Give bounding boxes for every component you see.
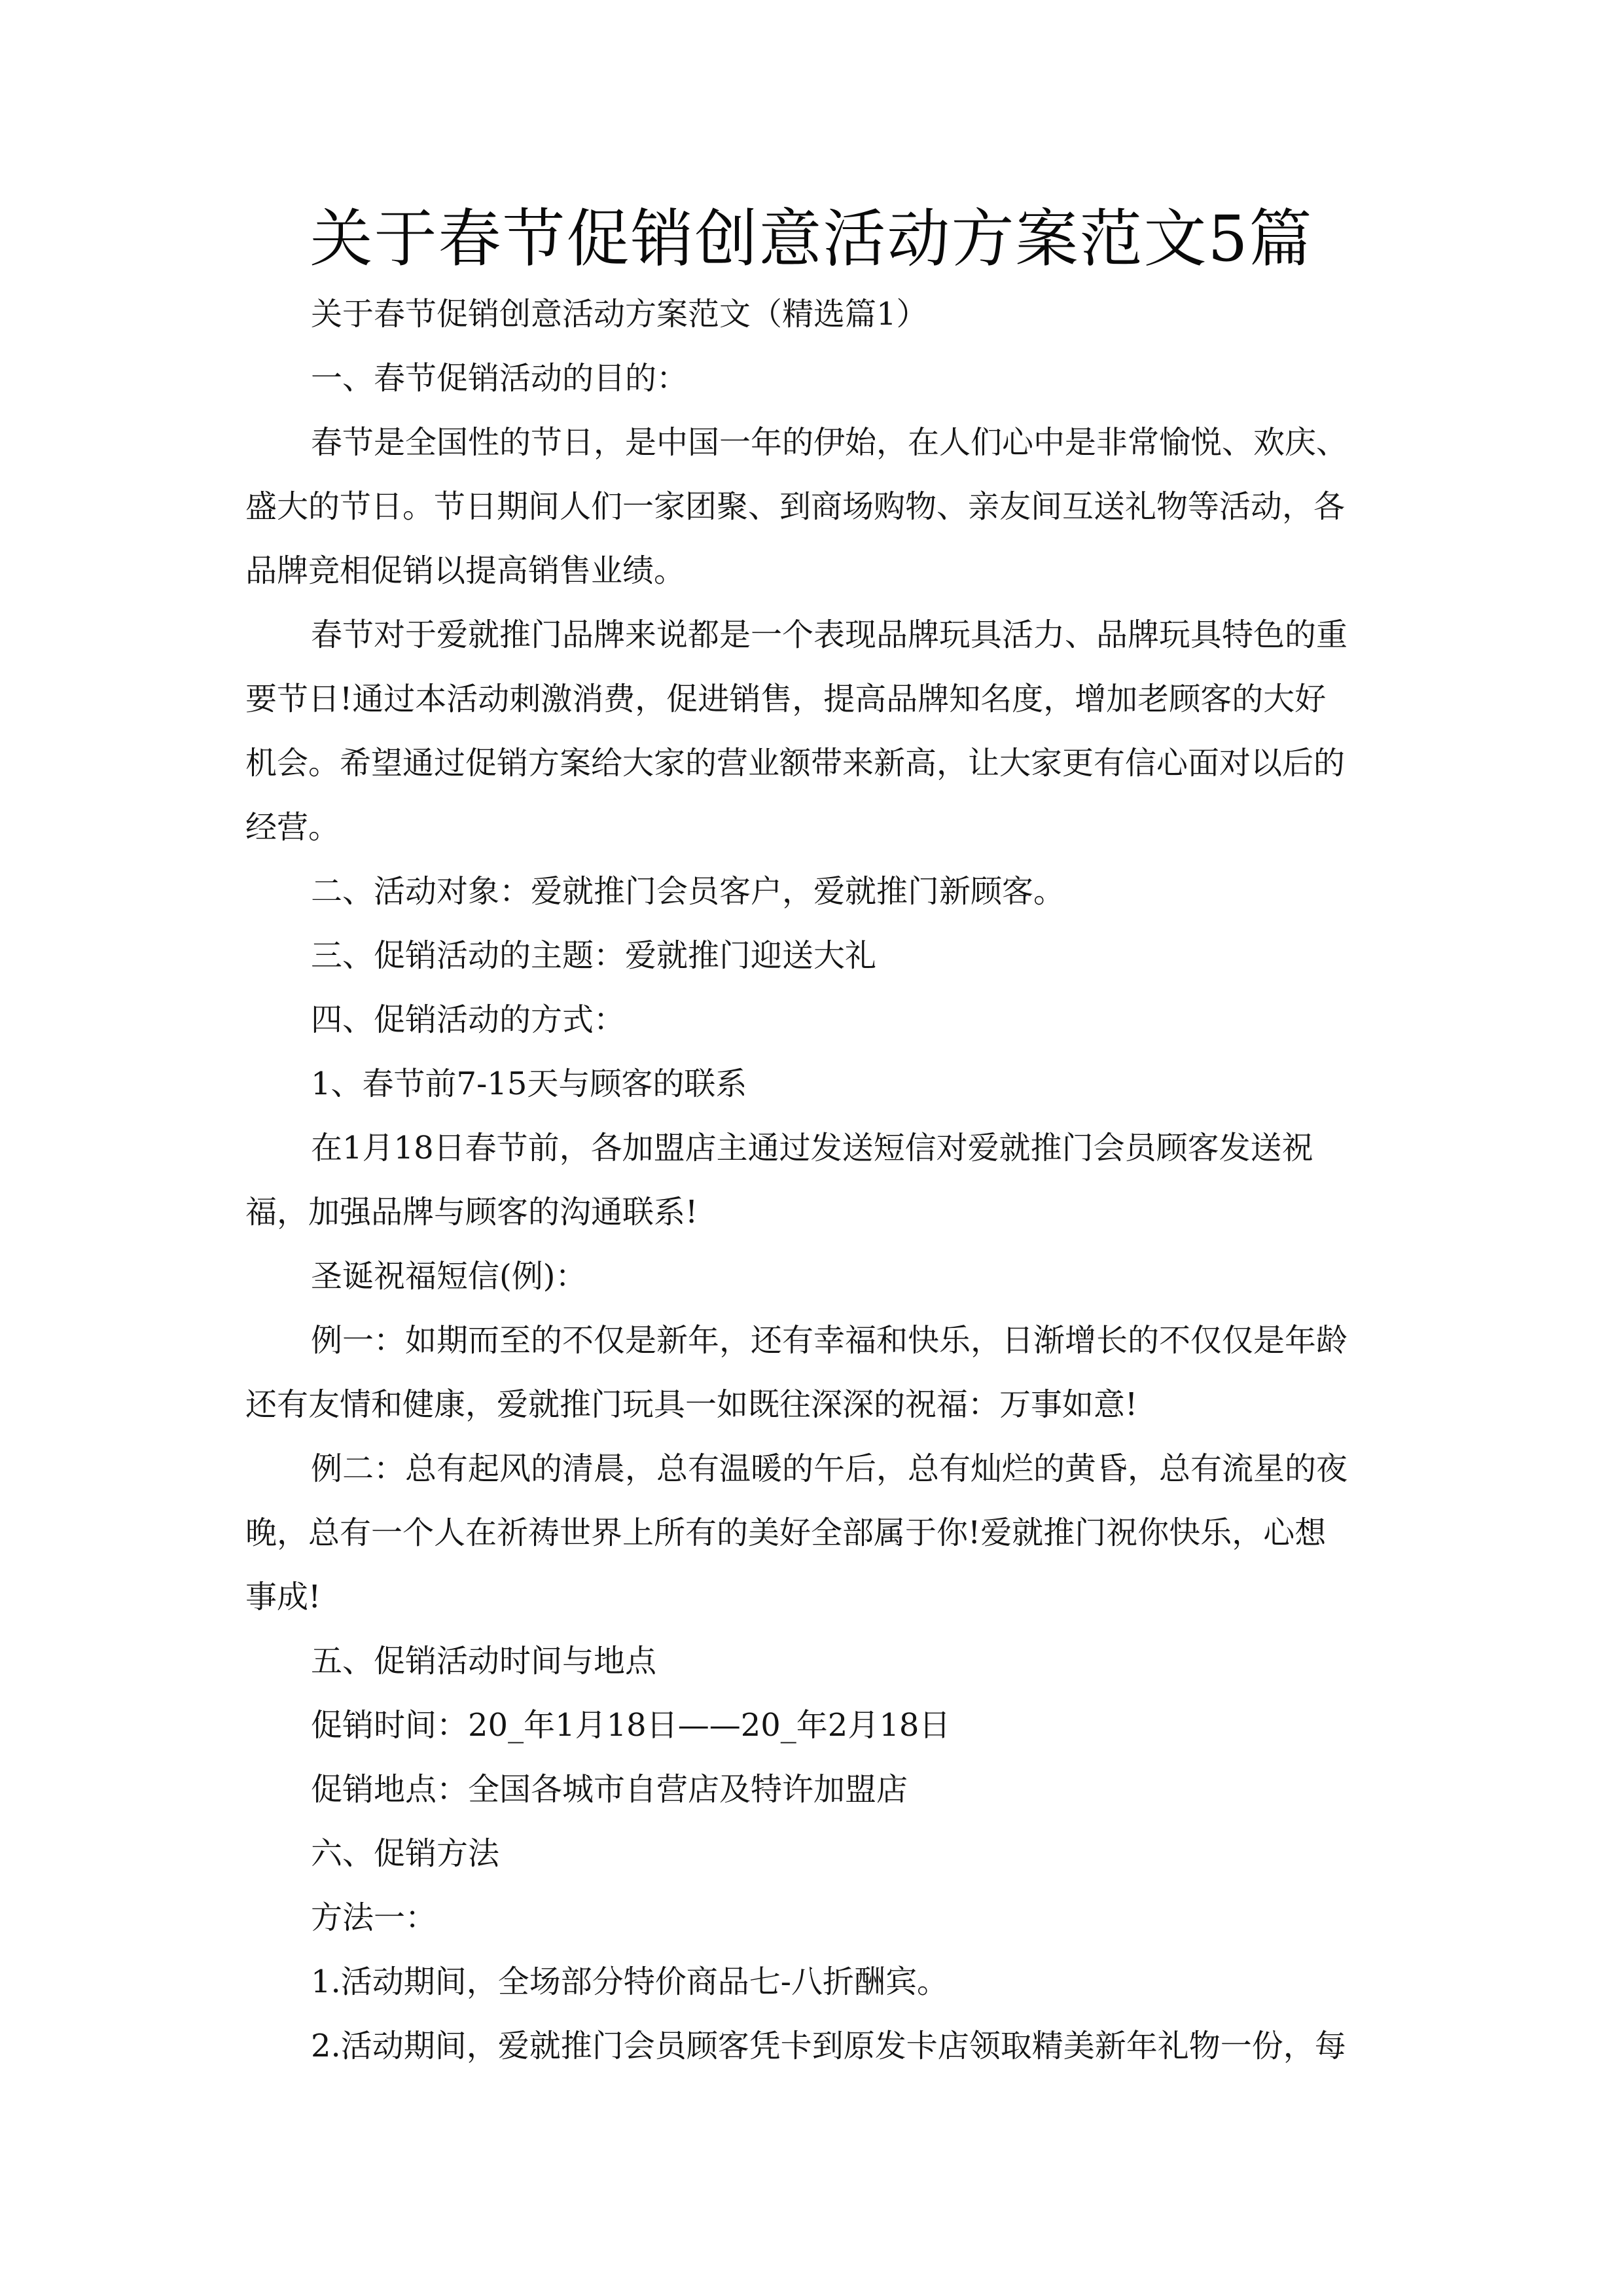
paragraph-line: 春节是全国性的节日，是中国一年的伊始，在人们心中是非常愉悦、欢庆、 — [311, 424, 1348, 461]
subsection-heading: 方法一： — [311, 1899, 437, 1936]
section-heading: 一、春节促销活动的目的： — [311, 360, 688, 397]
section-heading: 二、活动对象：爱就推门会员客户，爱就推门新顾客。 — [311, 873, 1065, 910]
list-item: 1.活动期间，全场部分特价商品七-八折酬宾。 — [311, 1964, 949, 2000]
paragraph-line: 春节对于爱就推门品牌来说都是一个表现品牌玩具活力、品牌玩具特色的重 — [311, 617, 1348, 653]
section-heading: 四、促销活动的方式： — [311, 1001, 626, 1038]
subsection-heading: 1、春节前7-15天与顾客的联系 — [311, 1066, 747, 1102]
paragraph-line: 例一：如期而至的不仅是新年，还有幸福和快乐，日渐增长的不仅仅是年龄 — [311, 1322, 1348, 1359]
paragraph-line: 品牌竞相促销以提高销售业绩。 — [245, 552, 686, 589]
paragraph-line: 晚，总有一个人在祈祷世界上所有的美好全部属于你!爱就推门祝你快乐，心想 — [245, 1515, 1327, 1551]
paragraph-line: 机会。希望通过促销方案给大家的营业额带来新高，让大家更有信心面对以后的 — [245, 745, 1346, 781]
paragraph-line: 事成! — [245, 1579, 321, 1615]
paragraph-line: 要节日!通过本活动刺激消费，促进销售，提高品牌知名度，增加老顾客的大好 — [245, 681, 1327, 717]
paragraph-line: 在1月18日春节前，各加盟店主通过发送短信对爱就推门会员顾客发送祝 — [311, 1130, 1313, 1166]
paragraph-line: 经营。 — [245, 809, 340, 846]
paragraph-line: 福，加强品牌与顾客的沟通联系! — [245, 1194, 698, 1230]
paragraph-line: 盛大的节日。节日期间人们一家团聚、到商场购物、亲友间互送礼物等活动，各 — [245, 488, 1346, 525]
section-heading: 关于春节促销创意活动方案范文（精选篇1） — [311, 296, 928, 332]
section-heading: 三、促销活动的主题：爱就推门迎送大礼 — [311, 937, 877, 974]
paragraph-line: 例二：总有起风的清晨，总有温暖的午后，总有灿烂的黄昏，总有流星的夜 — [311, 1450, 1348, 1487]
paragraph-line: 还有友情和健康，爱就推门玩具一如既往深深的祝福：万事如意! — [245, 1386, 1138, 1423]
section-heading: 五、促销活动时间与地点 — [311, 1643, 657, 1679]
document-title: 关于春节促销创意活动方案范文5篇 — [310, 202, 1313, 276]
section-heading: 六、促销方法 — [311, 1835, 500, 1872]
paragraph-line: 促销时间：20_年1月18日——20_年2月18日 — [311, 1707, 951, 1744]
paragraph-line: 促销地点：全国各城市自营店及特许加盟店 — [311, 1771, 908, 1808]
list-item: 2.活动期间，爱就推门会员顾客凭卡到原发卡店领取精美新年礼物一份，每 — [311, 2028, 1346, 2064]
paragraph-line: 圣诞祝福短信(例)： — [311, 1258, 587, 1295]
